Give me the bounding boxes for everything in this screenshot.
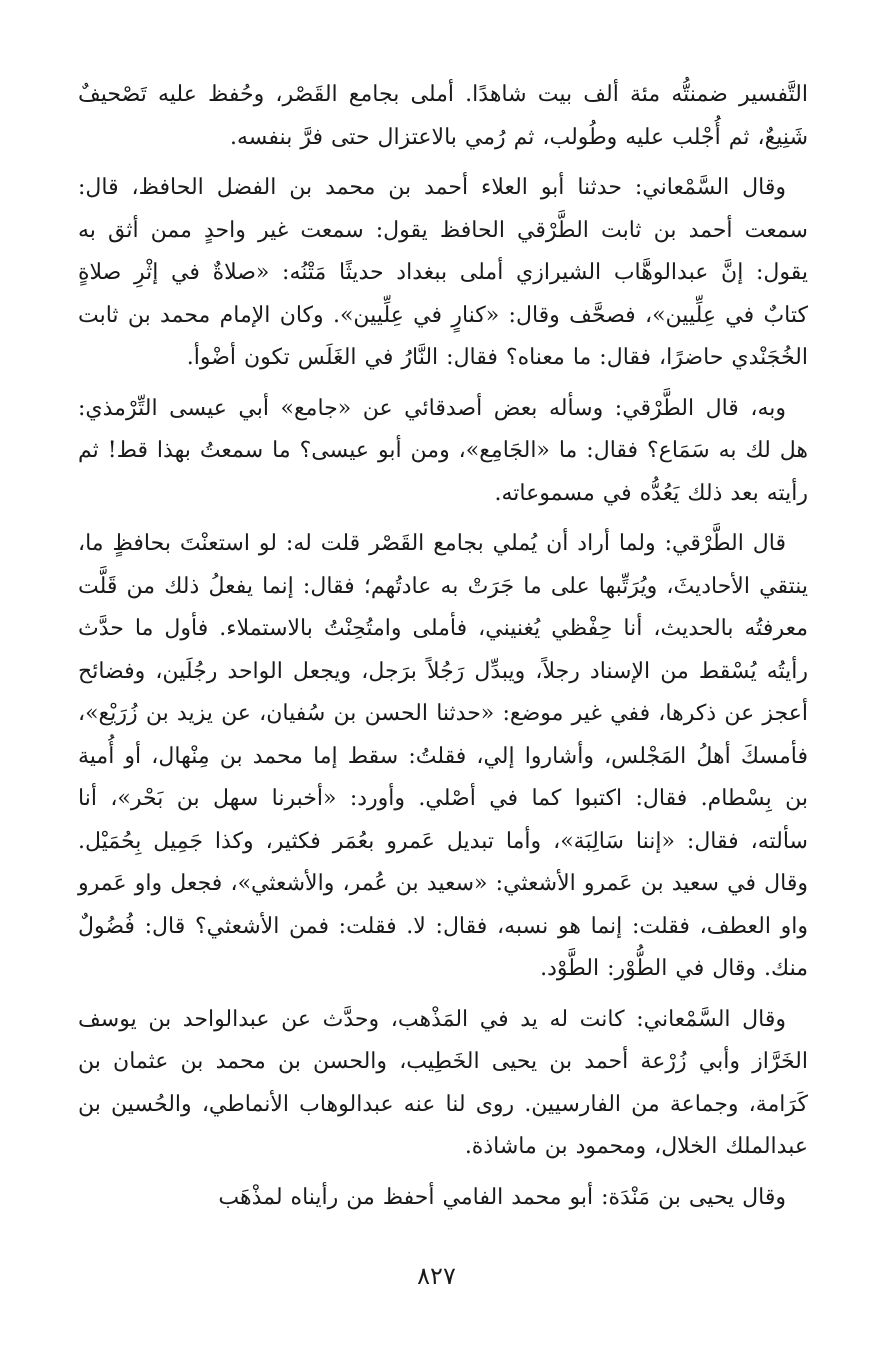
paragraph-2: وقال السَّمْعاني: حدثنا أبو العلاء أحمد بن محمد بن الفضل الحافظ، قال: سمعت أحمد بن ثابت الطَّرْقي الحافظ يقول: سمعت غير واحدٍ ممن أثق به يقول: إنَّ عبدالوهَّاب الشيرازي أملى ببغداد حديثًا مَتْنُه: «صلاةٌ في إثْرِ صلاةٍ كتابٌ في عِلِّيين»، فصحَّف وقال: «كنارٍ في عِلِّيين». وكان الإمام محمد بن ثابت الخُجَنْدي حاضرًا، فقال: ما معناه؟ فقال: النَّارُ في الغَلَس تكون أضْوأ. xyxy=(78,175,808,370)
page-body xyxy=(78,74,808,1227)
paragraph-3: وبه، قال الطَّرْقي: وسأله بعض أصدقائي عن «جامع» أبي عيسى التِّرْمذي: هل لك به سَمَاع؟ فقال: ما «الجَامِع»، ومن أبو عيسى؟ ما سمعتُ بهذا قط! ثم رأيته بعد ذلك يَعُدُّه في مسموعاته. xyxy=(78,395,808,506)
paragraph-1: التَّفسير ضمنتُّه مئة ألف بيت شاهدًا. أملى بجامع القَصْر، وحُفظ عليه تَصْحيفٌ شَنِيعٌ، ثم أُجْلب عليه وطُولب، ثم رُمي بالاعتزال حتى فرَّ بنفسه. xyxy=(78,82,808,150)
paragraph-5: وقال السَّمْعاني: كانت له يد في المَذْهب، وحدَّث عن عبدالواحد بن يوسف الخَرَّاز وأبي زُرْعة أحمد بن يحيى الخَطِيب، والحسن بن محمد بن عثمان بن كَرَامة، وجماعة من الفارسيين. روى لنا عنه عبدالوهاب الأنماطي، والحُسين بن عبدالملك الخلال، ومحمود بن ماشاذة. xyxy=(78,1006,808,1159)
paragraph-4: قال الطَّرْقي: ولما أراد أن يُملي بجامع القَصْر قلت له: لو استعنْتَ بحافظٍ ما، ينتقي الأحاديثَ، ويُرَتِّبها على ما جَرَتْ به عادتُهم؛ فقال: إنما يفعلُ ذلك من قَلَّت معرفتُه بالحديث، أنا حِفْظي يُغنيني، فأملى وامتُحِنْتُ بالاستملاء. فأول ما حدَّث رأيتُه يُسْقط من الإسناد رجلاً، ويبدِّل رَجُلاً برَجل، ويجعل الواحد رجُلَين، وفضائح أعجز عن ذكرها، ففي غير موضع: «حدثنا الحسن بن سُفيان، عن يزيد بن زُرَيْع»، فأمسكَ أهلُ المَجْلس، وأشاروا إلي، فقلتُ: سقط إما محمد بن مِنْهال، أو أُمية بن بِسْطام. فقال: اكتبوا كما في أصْلي. وأورد: «أخبرنا سهل بن بَحْر»، أنا سألته، فقال: «إننا سَالِبَة»، وأما تبديل عَمرو بعُمَر فكثير، وكذا جَمِيل بِحُمَيْل. وقال في سعيد بن عَمرو الأشعثي: «سعيد بن عُمر، والأشعثي»، فجعل واو عَمرو واو العطف، فقلت: إنما هو نسبه، فقال: لا. فقلت: فمن الأشعثي؟ قال: فُضُولٌ منك. وقال في الطُّوْر: الطَّوْد. xyxy=(78,531,808,981)
page-number: ٨٢٧ xyxy=(417,1262,456,1290)
paragraph-6: وقال يحيى بن مَنْدَة: أبو محمد الفامي أحفظ من رأيناه لمذْهَب xyxy=(218,1184,786,1210)
